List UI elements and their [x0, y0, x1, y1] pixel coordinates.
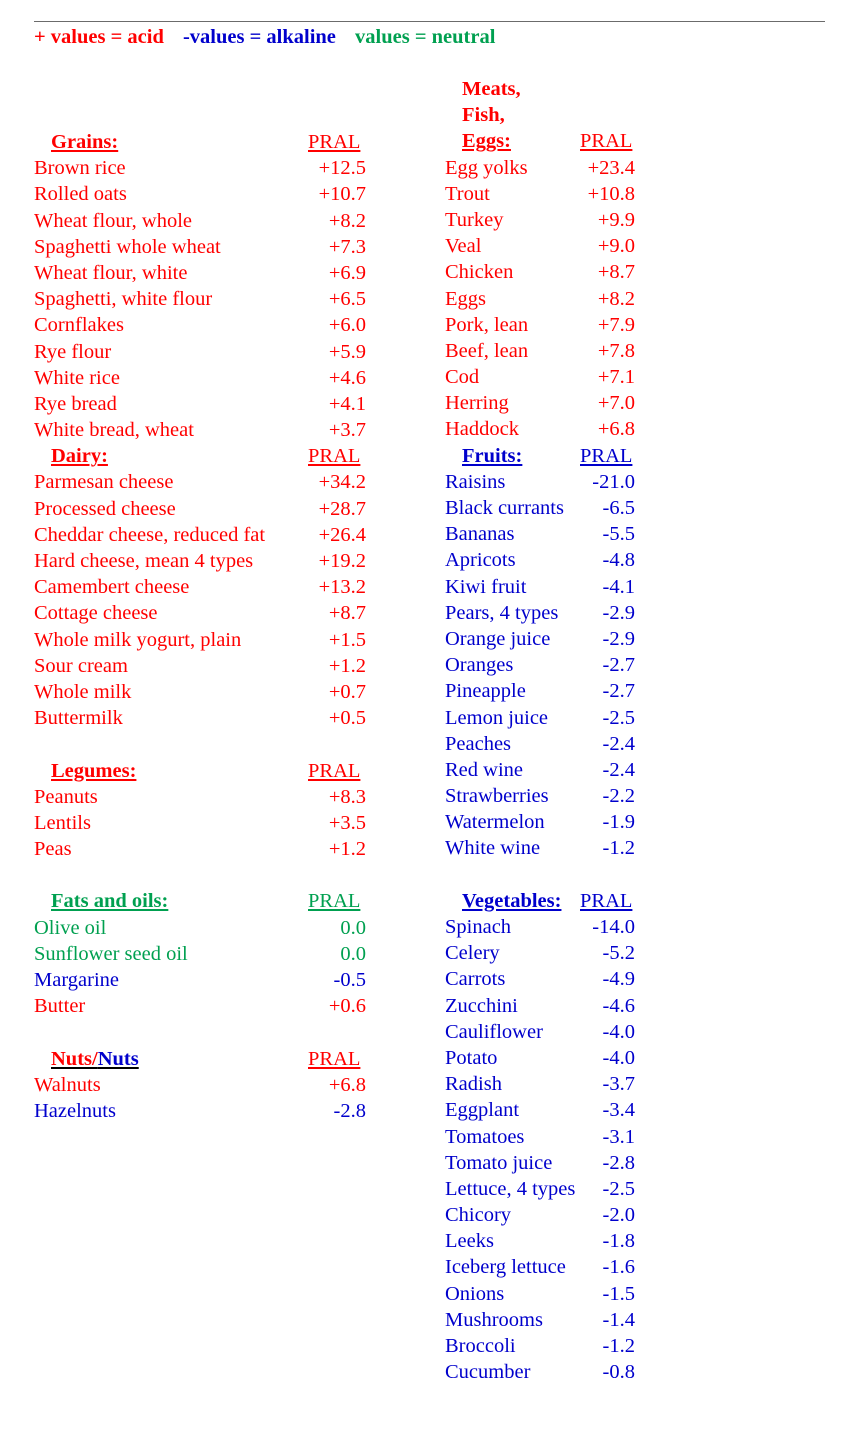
food-name: Walnuts — [34, 1073, 101, 1096]
food-row — [445, 1150, 845, 1176]
pral-value: +0.7 — [328, 680, 366, 703]
pral-value: +1.5 — [328, 628, 366, 651]
pral-header: PRAL — [580, 444, 633, 467]
section-title-fats: Fats and oils: — [51, 890, 169, 913]
food-row — [445, 1333, 845, 1359]
pral-value: -3.4 — [602, 1099, 635, 1122]
pral-value: +9.0 — [597, 235, 635, 258]
pral-value: -2.7 — [602, 654, 635, 677]
legend-acid: + values = acid — [34, 26, 164, 48]
section-header-fruits — [445, 443, 845, 469]
food-row — [34, 522, 414, 548]
food-row — [34, 836, 414, 862]
pral-value: +6.8 — [597, 418, 635, 441]
food-name: Iceberg lettuce — [445, 1256, 566, 1279]
pral-value: -2.9 — [602, 601, 635, 624]
pral-value: -2.4 — [602, 732, 635, 755]
food-name: Hazelnuts — [34, 1099, 116, 1122]
pral-value: -5.5 — [602, 523, 635, 546]
legend-alkaline: -values = alkaline — [182, 26, 336, 48]
pral-value: +0.6 — [328, 995, 366, 1018]
food-name: Brown rice — [34, 157, 126, 180]
section-title-meats: Meats, — [462, 78, 521, 100]
pral-value: +10.7 — [318, 183, 366, 206]
food-row — [445, 940, 845, 966]
food-name: Tomatoes — [445, 1125, 525, 1148]
food-row — [445, 181, 845, 207]
food-name: Sunflower seed oil — [34, 942, 188, 965]
pral-value: +28.7 — [318, 497, 366, 520]
food-name: Zucchini — [445, 994, 518, 1017]
section-gap — [34, 1019, 414, 1045]
food-name: Buttermilk — [34, 707, 123, 730]
food-row — [34, 1098, 414, 1124]
pral-value: +3.5 — [328, 811, 366, 834]
food-row — [34, 784, 414, 810]
pral-value: +23.4 — [587, 156, 635, 179]
food-name: Kiwi fruit — [445, 575, 527, 598]
pral-value: +7.0 — [597, 392, 635, 415]
food-row — [445, 1176, 845, 1202]
pral-value: -3.7 — [602, 1073, 635, 1096]
food-name: Spaghetti, white flour — [34, 288, 213, 311]
food-row — [34, 365, 414, 391]
pral-header: PRAL — [308, 445, 361, 468]
food-name: Chicken — [445, 261, 514, 284]
food-name: Haddock — [445, 418, 520, 441]
pral-value: -2.0 — [602, 1204, 635, 1227]
food-row — [34, 653, 414, 679]
section-gap — [445, 862, 845, 888]
food-row — [34, 234, 414, 260]
food-name: Whole milk — [34, 680, 132, 703]
section-title-dairy: Dairy: — [51, 445, 108, 468]
pral-header: PRAL — [580, 130, 633, 153]
food-row — [445, 1281, 845, 1307]
food-row — [34, 312, 414, 338]
section-title-line — [445, 102, 845, 128]
food-row — [445, 914, 845, 940]
pral-header: PRAL — [580, 889, 633, 912]
food-name: Egg yolks — [445, 156, 528, 179]
section-gap — [34, 731, 414, 757]
food-row — [34, 548, 414, 574]
pral-value: -4.0 — [602, 1020, 635, 1043]
food-name: Hard cheese, mean 4 types — [34, 550, 254, 572]
food-name: Watermelon — [445, 811, 545, 834]
pral-value: +19.2 — [318, 550, 366, 572]
food-row — [34, 339, 414, 365]
pral-value: -14.0 — [592, 916, 635, 938]
food-row — [445, 259, 845, 285]
section-title-fruits: Fruits: — [462, 444, 523, 467]
food-row — [34, 155, 414, 181]
food-name: Processed cheese — [34, 497, 176, 520]
food-name: Peanuts — [34, 785, 98, 808]
food-name: Cauliflower — [445, 1020, 543, 1043]
pral-value: -0.5 — [333, 969, 366, 991]
food-row — [445, 1228, 845, 1254]
pral-header: PRAL — [308, 1047, 361, 1070]
food-row — [34, 627, 414, 653]
pral-value: +26.4 — [318, 523, 366, 546]
section-title-vegetables: Vegetables: — [462, 889, 562, 912]
pral-value: -1.6 — [602, 1256, 635, 1279]
food-name: Rye bread — [34, 392, 117, 415]
pral-value: -1.5 — [602, 1282, 635, 1305]
food-row — [445, 678, 845, 704]
section-title-meats: Eggs: — [462, 130, 511, 153]
food-row — [445, 1045, 845, 1071]
food-name: Potato — [445, 1046, 498, 1069]
food-name: Leeks — [445, 1230, 494, 1253]
food-row — [445, 416, 845, 442]
pral-value: -2.4 — [602, 758, 635, 781]
pral-value: +4.6 — [328, 366, 366, 389]
pral-value: +8.3 — [328, 785, 366, 808]
section-title-legumes: Legumes: — [51, 759, 137, 782]
food-row — [445, 390, 845, 416]
section-title-meats: Fish, — [462, 104, 505, 127]
pral-value: +6.0 — [328, 314, 366, 337]
food-row — [34, 208, 414, 234]
food-name: Chicory — [445, 1204, 512, 1227]
pral-value: +6.8 — [328, 1073, 366, 1096]
pral-value: 0.0 — [340, 942, 366, 965]
pral-value: +8.7 — [597, 261, 635, 284]
pral-value: -1.2 — [602, 837, 635, 860]
food-row — [34, 286, 414, 312]
food-name: Rolled oats — [34, 183, 127, 206]
food-row — [445, 1097, 845, 1123]
pral-value: -2.9 — [602, 627, 635, 650]
food-name: White wine — [445, 837, 541, 860]
food-name: Margarine — [34, 969, 120, 991]
pral-value: +3.7 — [328, 419, 366, 442]
food-row — [34, 810, 414, 836]
left-column — [34, 129, 414, 1124]
food-row — [445, 705, 845, 731]
food-row — [445, 233, 845, 259]
pral-value: -1.8 — [602, 1230, 635, 1253]
food-row — [445, 809, 845, 835]
section-header-dairy — [34, 443, 414, 469]
pral-value: -4.6 — [602, 994, 635, 1017]
food-name: Trout — [445, 182, 490, 205]
pral-value: +13.2 — [318, 576, 366, 599]
food-name: Cottage cheese — [34, 602, 158, 625]
pral-value: -2.7 — [602, 680, 635, 703]
food-row — [445, 1359, 845, 1385]
food-name: Wheat flour, white — [34, 261, 188, 284]
food-row — [445, 1254, 845, 1280]
section-title-line — [445, 76, 845, 102]
food-row — [34, 469, 414, 495]
food-row — [34, 181, 414, 207]
food-name: Radish — [445, 1073, 502, 1096]
section-header-grains — [34, 129, 414, 155]
pral-value: +34.2 — [318, 471, 366, 494]
pral-value: 0.0 — [340, 916, 366, 939]
food-row — [445, 286, 845, 312]
section-title-grains: Grains: — [51, 131, 119, 153]
food-name: Broccoli — [445, 1335, 516, 1357]
pral-value: +8.2 — [328, 209, 366, 232]
food-name: Beef, lean — [445, 339, 529, 362]
food-name: Herring — [445, 392, 509, 415]
right-column — [445, 76, 845, 1385]
section-header-fats — [34, 888, 414, 914]
pral-value: -1.2 — [602, 1335, 635, 1357]
food-name: Eggplant — [445, 1099, 520, 1122]
food-name: White rice — [34, 366, 120, 389]
food-row — [34, 496, 414, 522]
food-row — [445, 652, 845, 678]
pral-value: +7.8 — [597, 339, 635, 362]
food-name: Veal — [445, 235, 482, 258]
food-name: Cornflakes — [34, 314, 124, 337]
food-name: Peas — [34, 838, 72, 861]
food-row — [445, 155, 845, 181]
food-row — [445, 207, 845, 233]
food-row — [445, 757, 845, 783]
food-name: Carrots — [445, 968, 506, 991]
food-name: Parmesan cheese — [34, 471, 174, 494]
pral-value: -21.0 — [592, 470, 635, 493]
pral-value: -4.0 — [602, 1046, 635, 1069]
pral-value: -6.5 — [602, 497, 635, 519]
pral-value: -5.2 — [602, 942, 635, 965]
pral-value: +7.3 — [328, 235, 366, 258]
food-name: Pineapple — [445, 680, 526, 703]
legend-neutral: values = neutral — [355, 26, 496, 48]
pral-value: -4.1 — [602, 575, 635, 598]
food-row — [34, 915, 414, 941]
food-row — [34, 993, 414, 1019]
section-title-part: Nuts/ — [51, 1047, 98, 1070]
food-name: Onions — [445, 1282, 505, 1305]
pral-value: +12.5 — [318, 157, 366, 180]
food-name: Black currants — [445, 497, 564, 519]
pral-value: +7.1 — [597, 366, 635, 389]
pral-value: -1.4 — [602, 1308, 635, 1331]
food-name: Oranges — [445, 654, 514, 677]
pral-value: -2.5 — [602, 706, 635, 729]
pral-header: PRAL — [308, 890, 361, 913]
section-gap — [34, 862, 414, 888]
food-row — [445, 1124, 845, 1150]
food-name: Eggs — [445, 287, 486, 310]
food-row — [445, 1071, 845, 1097]
pral-value: +6.9 — [328, 261, 366, 284]
food-row — [445, 338, 845, 364]
pral-value: -1.9 — [602, 811, 635, 834]
food-name: Spaghetti whole wheat — [34, 235, 221, 258]
food-row — [445, 364, 845, 390]
food-name: Strawberries — [445, 785, 549, 808]
pral-value: -3.1 — [602, 1125, 635, 1148]
food-row — [445, 469, 845, 495]
food-row — [34, 1072, 414, 1098]
food-name: Olive oil — [34, 916, 107, 939]
food-name: Lettuce, 4 types — [445, 1177, 576, 1200]
color-legend — [34, 24, 509, 50]
food-row — [445, 312, 845, 338]
food-row — [34, 600, 414, 626]
food-name: Whole milk yogurt, plain — [34, 628, 242, 651]
food-name: Cheddar cheese, reduced fat — [34, 523, 266, 546]
food-name: White bread, wheat — [34, 419, 194, 442]
food-row — [34, 679, 414, 705]
food-row — [445, 783, 845, 809]
food-row — [445, 495, 845, 521]
food-row — [445, 547, 845, 573]
food-name: Celery — [445, 942, 500, 965]
pral-value: -4.9 — [602, 968, 635, 991]
pral-value: +1.2 — [328, 654, 366, 677]
pral-value: +9.9 — [597, 208, 635, 231]
food-name: Cucumber — [445, 1361, 531, 1384]
food-row — [34, 941, 414, 967]
pral-value: +4.1 — [328, 392, 366, 415]
food-row — [34, 417, 414, 443]
food-row — [445, 1307, 845, 1333]
food-row — [445, 600, 845, 626]
food-row — [445, 1202, 845, 1228]
food-name: Wheat flour, whole — [34, 209, 192, 232]
section-title-part: Nuts — [97, 1047, 139, 1070]
food-name: Mushrooms — [445, 1308, 543, 1331]
food-row — [445, 966, 845, 992]
food-row — [445, 731, 845, 757]
food-name: Orange juice — [445, 627, 551, 650]
food-row — [34, 967, 414, 993]
food-name: Butter — [34, 995, 86, 1018]
pral-header: PRAL — [308, 759, 361, 782]
pral-value: +10.8 — [587, 182, 635, 205]
food-name: Tomato juice — [445, 1151, 553, 1174]
food-name: Spinach — [445, 916, 512, 938]
food-name: Lemon juice — [445, 706, 549, 729]
pral-value: +8.2 — [597, 287, 635, 310]
food-name: Pears, 4 types — [445, 601, 559, 624]
top-rule — [34, 21, 825, 22]
food-row — [34, 391, 414, 417]
pral-value: -2.5 — [602, 1177, 635, 1200]
food-row — [445, 1019, 845, 1045]
pral-value: -0.8 — [602, 1361, 635, 1384]
pral-value: -4.8 — [602, 549, 635, 572]
section-header-meats — [445, 128, 845, 154]
food-name: Bananas — [445, 523, 515, 546]
pral-value: +5.9 — [328, 340, 366, 363]
food-name: Apricots — [445, 549, 516, 572]
food-name: Peaches — [445, 732, 512, 755]
food-name: Lentils — [34, 811, 91, 834]
food-row — [445, 626, 845, 652]
food-row — [445, 521, 845, 547]
food-row — [445, 993, 845, 1019]
section-header-legumes — [34, 758, 414, 784]
food-row — [445, 835, 845, 861]
pral-header: PRAL — [308, 131, 361, 153]
pral-value: -2.8 — [333, 1099, 366, 1122]
pral-value: +6.5 — [328, 288, 366, 311]
food-row — [34, 705, 414, 731]
food-name: Red wine — [445, 758, 523, 781]
section-title-nuts — [51, 1046, 139, 1072]
food-name: Cod — [445, 366, 480, 389]
food-row — [34, 574, 414, 600]
pral-value: -2.2 — [602, 785, 635, 808]
food-row — [445, 574, 845, 600]
pral-value: -2.8 — [602, 1151, 635, 1174]
section-header-nuts — [34, 1046, 414, 1072]
food-name: Pork, lean — [445, 313, 529, 336]
pral-value: +0.5 — [328, 707, 366, 730]
food-row — [34, 260, 414, 286]
food-name: Rye flour — [34, 340, 112, 363]
pral-value: +1.2 — [328, 838, 366, 861]
section-header-vegetables — [445, 888, 845, 914]
food-name: Sour cream — [34, 654, 128, 677]
food-name: Turkey — [445, 208, 504, 231]
food-name: Raisins — [445, 470, 506, 493]
pral-value: +7.9 — [597, 313, 635, 336]
food-name: Camembert cheese — [34, 576, 190, 599]
pral-value: +8.7 — [328, 602, 366, 625]
